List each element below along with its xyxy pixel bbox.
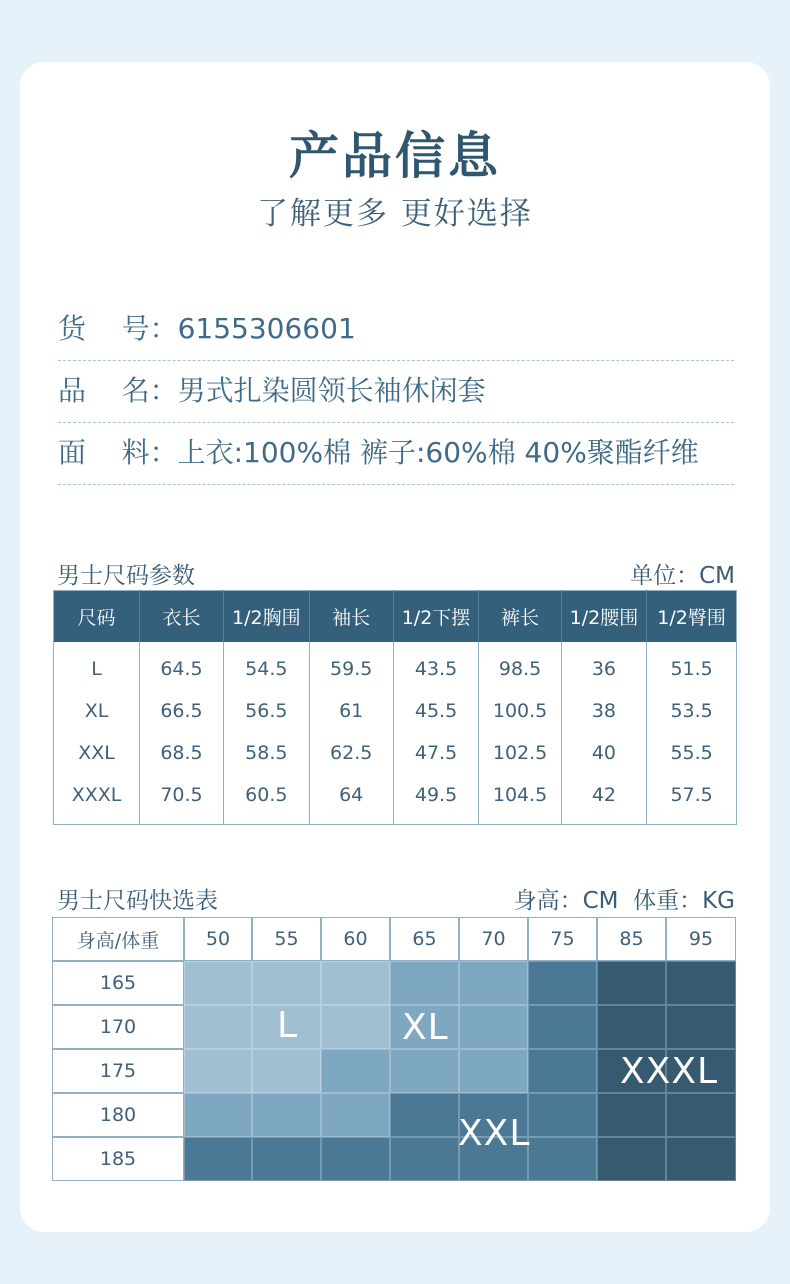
weight-header: 70 bbox=[459, 917, 528, 961]
info-row-product-name bbox=[58, 360, 734, 423]
weight-header: 85 bbox=[597, 917, 666, 961]
size-zone-cell bbox=[597, 961, 666, 1005]
table-cell: XXXL bbox=[54, 774, 140, 825]
table-cell: 51.5 bbox=[670, 658, 713, 680]
table-cell: 66.5 bbox=[140, 690, 224, 732]
quick-select-grid bbox=[52, 917, 736, 1181]
size-zone-cell bbox=[528, 1093, 597, 1137]
table-cell: 98.5 bbox=[479, 642, 561, 690]
size-zone-cell bbox=[321, 961, 390, 1005]
quick-select-title: 男士尺码快选表 bbox=[57, 888, 218, 914]
size-zone-cell bbox=[666, 961, 736, 1005]
table-cell: 49.5 bbox=[393, 774, 479, 825]
size-zone-cell bbox=[528, 1005, 597, 1049]
table-row bbox=[54, 642, 737, 690]
table-cell: 36 bbox=[561, 642, 647, 690]
table-cell: 61 bbox=[309, 690, 393, 732]
size-zone-label: XXL bbox=[458, 1113, 531, 1154]
table-cell: 43.5 bbox=[393, 642, 479, 690]
height-header: 165 bbox=[52, 961, 184, 1005]
height-header: 175 bbox=[52, 1049, 184, 1093]
size-zone-cell bbox=[252, 1137, 321, 1181]
size-zone-cell bbox=[390, 1093, 459, 1137]
info-key: 品 名： bbox=[58, 374, 178, 407]
size-zone-cell bbox=[597, 1005, 666, 1049]
column-header: 衣长 bbox=[140, 591, 224, 643]
table-cell: 45.5 bbox=[393, 690, 479, 732]
table-cell: 58.5 bbox=[223, 732, 309, 774]
height-header: 180 bbox=[52, 1093, 184, 1137]
page-subtitle: 了解更多 更好选择 bbox=[257, 196, 533, 232]
size-zone-cell bbox=[184, 961, 252, 1005]
size-zone-cell bbox=[459, 1049, 528, 1093]
info-key: 货 号： bbox=[58, 312, 178, 345]
table-cell: 64 bbox=[309, 774, 393, 825]
table-cell: 53.5 bbox=[670, 700, 713, 722]
size-zone-cell bbox=[459, 1005, 528, 1049]
column-header: 袖长 bbox=[309, 591, 393, 643]
size-zone-label: L bbox=[277, 1005, 299, 1046]
table-cell: 55.5 bbox=[670, 742, 713, 764]
column-header: 1/2胸围 bbox=[223, 591, 309, 643]
size-zone-label: XL bbox=[402, 1007, 449, 1048]
table-cell: L bbox=[54, 642, 140, 690]
table-cell: 68.5 bbox=[140, 732, 224, 774]
size-zone-cell bbox=[184, 1093, 252, 1137]
size-params-unit: 单位：CM bbox=[630, 563, 735, 589]
size-zone-cell bbox=[252, 961, 321, 1005]
size-zone-cell bbox=[321, 1005, 390, 1049]
page-title: 产品信息 bbox=[289, 127, 501, 185]
size-zone-cell bbox=[459, 961, 528, 1005]
table-cell: 62.5 bbox=[309, 732, 393, 774]
table-cell: 47.5 bbox=[393, 732, 479, 774]
table-cell: 38 bbox=[561, 690, 647, 732]
size-zone-cell bbox=[528, 1049, 597, 1093]
quick-select-header bbox=[57, 882, 735, 915]
table-cell: 57.5 bbox=[670, 784, 713, 806]
size-params-table bbox=[53, 590, 737, 825]
info-value: 上衣:100%棉 裤子:60%棉 40%聚酯纤维 bbox=[177, 436, 699, 469]
size-zone-cell bbox=[321, 1137, 390, 1181]
weight-header: 60 bbox=[321, 917, 390, 961]
size-zone-label: XXXL bbox=[620, 1051, 719, 1092]
table-body bbox=[54, 642, 737, 825]
size-zone-cell bbox=[390, 1137, 459, 1181]
size-params-title: 男士尺码参数 bbox=[57, 563, 195, 589]
size-zone-cell bbox=[666, 1005, 736, 1049]
table-cell: 64.5 bbox=[140, 642, 224, 690]
size-zone-cell bbox=[528, 961, 597, 1005]
size-zone-cell bbox=[666, 1137, 736, 1181]
size-params-header bbox=[57, 557, 735, 590]
size-zone-cell bbox=[390, 961, 459, 1005]
grid-corner-label: 身高/体重 bbox=[52, 917, 184, 961]
size-zone-cell bbox=[184, 1137, 252, 1181]
size-zone-cell bbox=[597, 1137, 666, 1181]
table-cell: 40 bbox=[561, 732, 647, 774]
column-header: 1/2下摆 bbox=[393, 591, 479, 643]
table-cell: XXL bbox=[54, 732, 140, 774]
size-zone-cell bbox=[390, 1049, 459, 1093]
table-cell: XL bbox=[54, 690, 140, 732]
table-cell: 100.5 bbox=[479, 690, 561, 732]
table-row bbox=[54, 732, 737, 774]
size-zone-cell bbox=[252, 1049, 321, 1093]
table-cell: 54.5 bbox=[223, 642, 309, 690]
table-row bbox=[54, 690, 737, 732]
table-cell: 60.5 bbox=[223, 774, 309, 825]
table-cell: 102.5 bbox=[479, 732, 561, 774]
table-cell: 59.5 bbox=[309, 642, 393, 690]
size-zone-cell bbox=[666, 1093, 736, 1137]
size-zone-cell bbox=[252, 1093, 321, 1137]
column-header: 裤长 bbox=[479, 591, 561, 643]
size-zone-cell bbox=[528, 1137, 597, 1181]
table-header-row bbox=[54, 591, 737, 643]
size-zone-cell bbox=[184, 1005, 252, 1049]
table-cell: 56.5 bbox=[223, 690, 309, 732]
weight-header: 75 bbox=[528, 917, 597, 961]
height-header: 170 bbox=[52, 1005, 184, 1049]
table-cell: 104.5 bbox=[479, 774, 561, 825]
table-cell: 42 bbox=[561, 774, 647, 825]
size-zone-cell bbox=[321, 1093, 390, 1137]
info-key: 面 料： bbox=[58, 436, 178, 469]
table-cell: 70.5 bbox=[140, 774, 224, 825]
info-row-item-number bbox=[58, 298, 734, 361]
column-header: 1/2臀围 bbox=[647, 591, 737, 643]
quick-select-units: 身高：CM 体重：KG bbox=[513, 888, 735, 914]
column-header: 1/2腰围 bbox=[561, 591, 647, 643]
info-value: 男式扎染圆领长袖休闲套 bbox=[177, 374, 486, 407]
size-zone-cell bbox=[597, 1093, 666, 1137]
height-header: 185 bbox=[52, 1137, 184, 1181]
table-row bbox=[54, 774, 737, 825]
weight-header: 95 bbox=[666, 917, 736, 961]
info-value: 6155306601 bbox=[177, 312, 356, 345]
size-zone-cell bbox=[321, 1049, 390, 1093]
info-row-fabric bbox=[58, 422, 734, 485]
column-header: 尺码 bbox=[54, 591, 140, 643]
weight-header: 50 bbox=[184, 917, 252, 961]
weight-header: 55 bbox=[252, 917, 321, 961]
weight-header: 65 bbox=[390, 917, 459, 961]
size-zone-cell bbox=[184, 1049, 252, 1093]
